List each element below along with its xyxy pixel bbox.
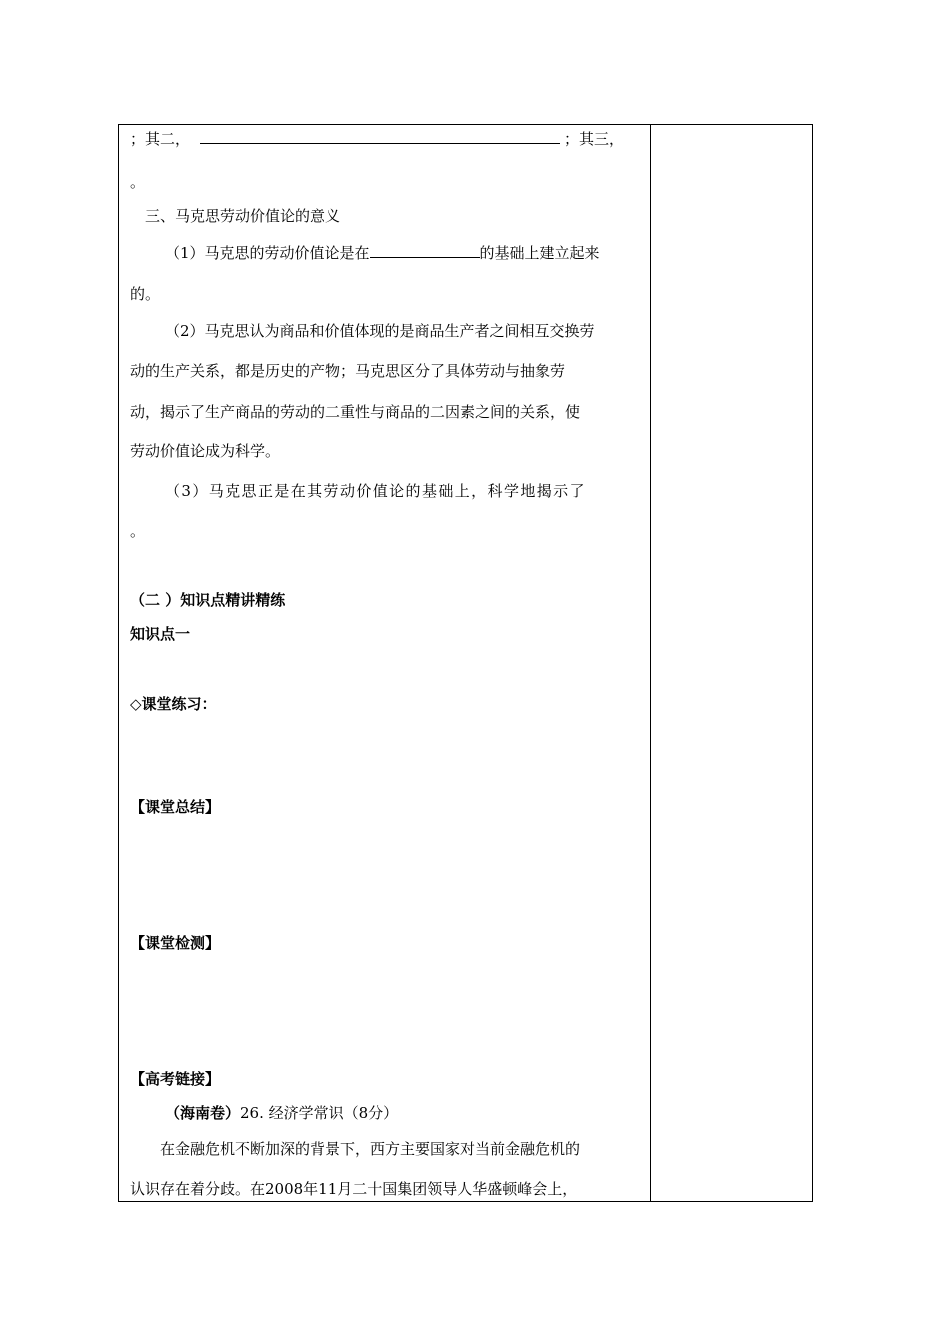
classroom-test-heading: 【课堂检测】 bbox=[130, 934, 221, 952]
para-1-line-1 bbox=[165, 242, 600, 263]
question-text-line-1: 在金融危机不断加深的背景下，西方主要国家对当前金融危机的 bbox=[160, 1140, 581, 1158]
question-source: （海南卷） bbox=[165, 1104, 241, 1122]
classroom-practice-heading: ◇课堂练习： bbox=[130, 695, 217, 713]
section-heading-3: 三、马克思劳动价值论的意义 bbox=[145, 207, 341, 225]
text-qi-san: ；其三， bbox=[564, 130, 625, 148]
text-qi-er: ；其二， bbox=[130, 130, 191, 148]
para-3-line-1: （3）马克思正是在其劳动价值论的基础上，科学地揭示了 bbox=[165, 482, 586, 500]
column-divider bbox=[650, 124, 651, 1202]
para-3-line-2: 。 bbox=[130, 522, 146, 540]
classroom-summary-heading: 【课堂总结】 bbox=[130, 798, 221, 816]
para-2-line-4: 劳动价值论成为科学。 bbox=[130, 442, 281, 460]
question-header bbox=[165, 1103, 398, 1123]
gaokao-link-heading: 【高考链接】 bbox=[130, 1070, 221, 1088]
para-1-start: （1）马克思的劳动价值论是在 bbox=[165, 244, 370, 262]
para-2-line-3: 动，揭示了生产商品的劳动的二重性与商品的二因素之间的关系，使 bbox=[130, 403, 581, 421]
fill-line-1 bbox=[130, 128, 624, 149]
section-2-heading: （二 ）知识点精讲精练 bbox=[130, 591, 286, 609]
knowledge-point-1: 知识点一 bbox=[130, 625, 191, 643]
fill-line-2: 。 bbox=[130, 173, 146, 191]
para-2-line-1: （2）马克思认为商品和价值体现的是商品生产者之间相互交换劳 bbox=[165, 322, 595, 340]
blank-2[interactable] bbox=[200, 128, 560, 144]
table-frame bbox=[118, 124, 813, 1202]
question-text-line-2: 认识存在着分歧。在2008年11月二十国集团领导人华盛顿峰会上， bbox=[130, 1180, 578, 1198]
para-1-end: 的基础上建立起来 bbox=[479, 244, 600, 262]
para-2-line-2: 动的生产关系，都是历史的产物；马克思区分了具体劳动与抽象劳 bbox=[130, 362, 566, 380]
question-title: 26. 经济学常识（8分） bbox=[240, 1104, 399, 1122]
para-1-line-2: 的。 bbox=[130, 285, 161, 303]
blank-basis[interactable] bbox=[370, 242, 480, 258]
